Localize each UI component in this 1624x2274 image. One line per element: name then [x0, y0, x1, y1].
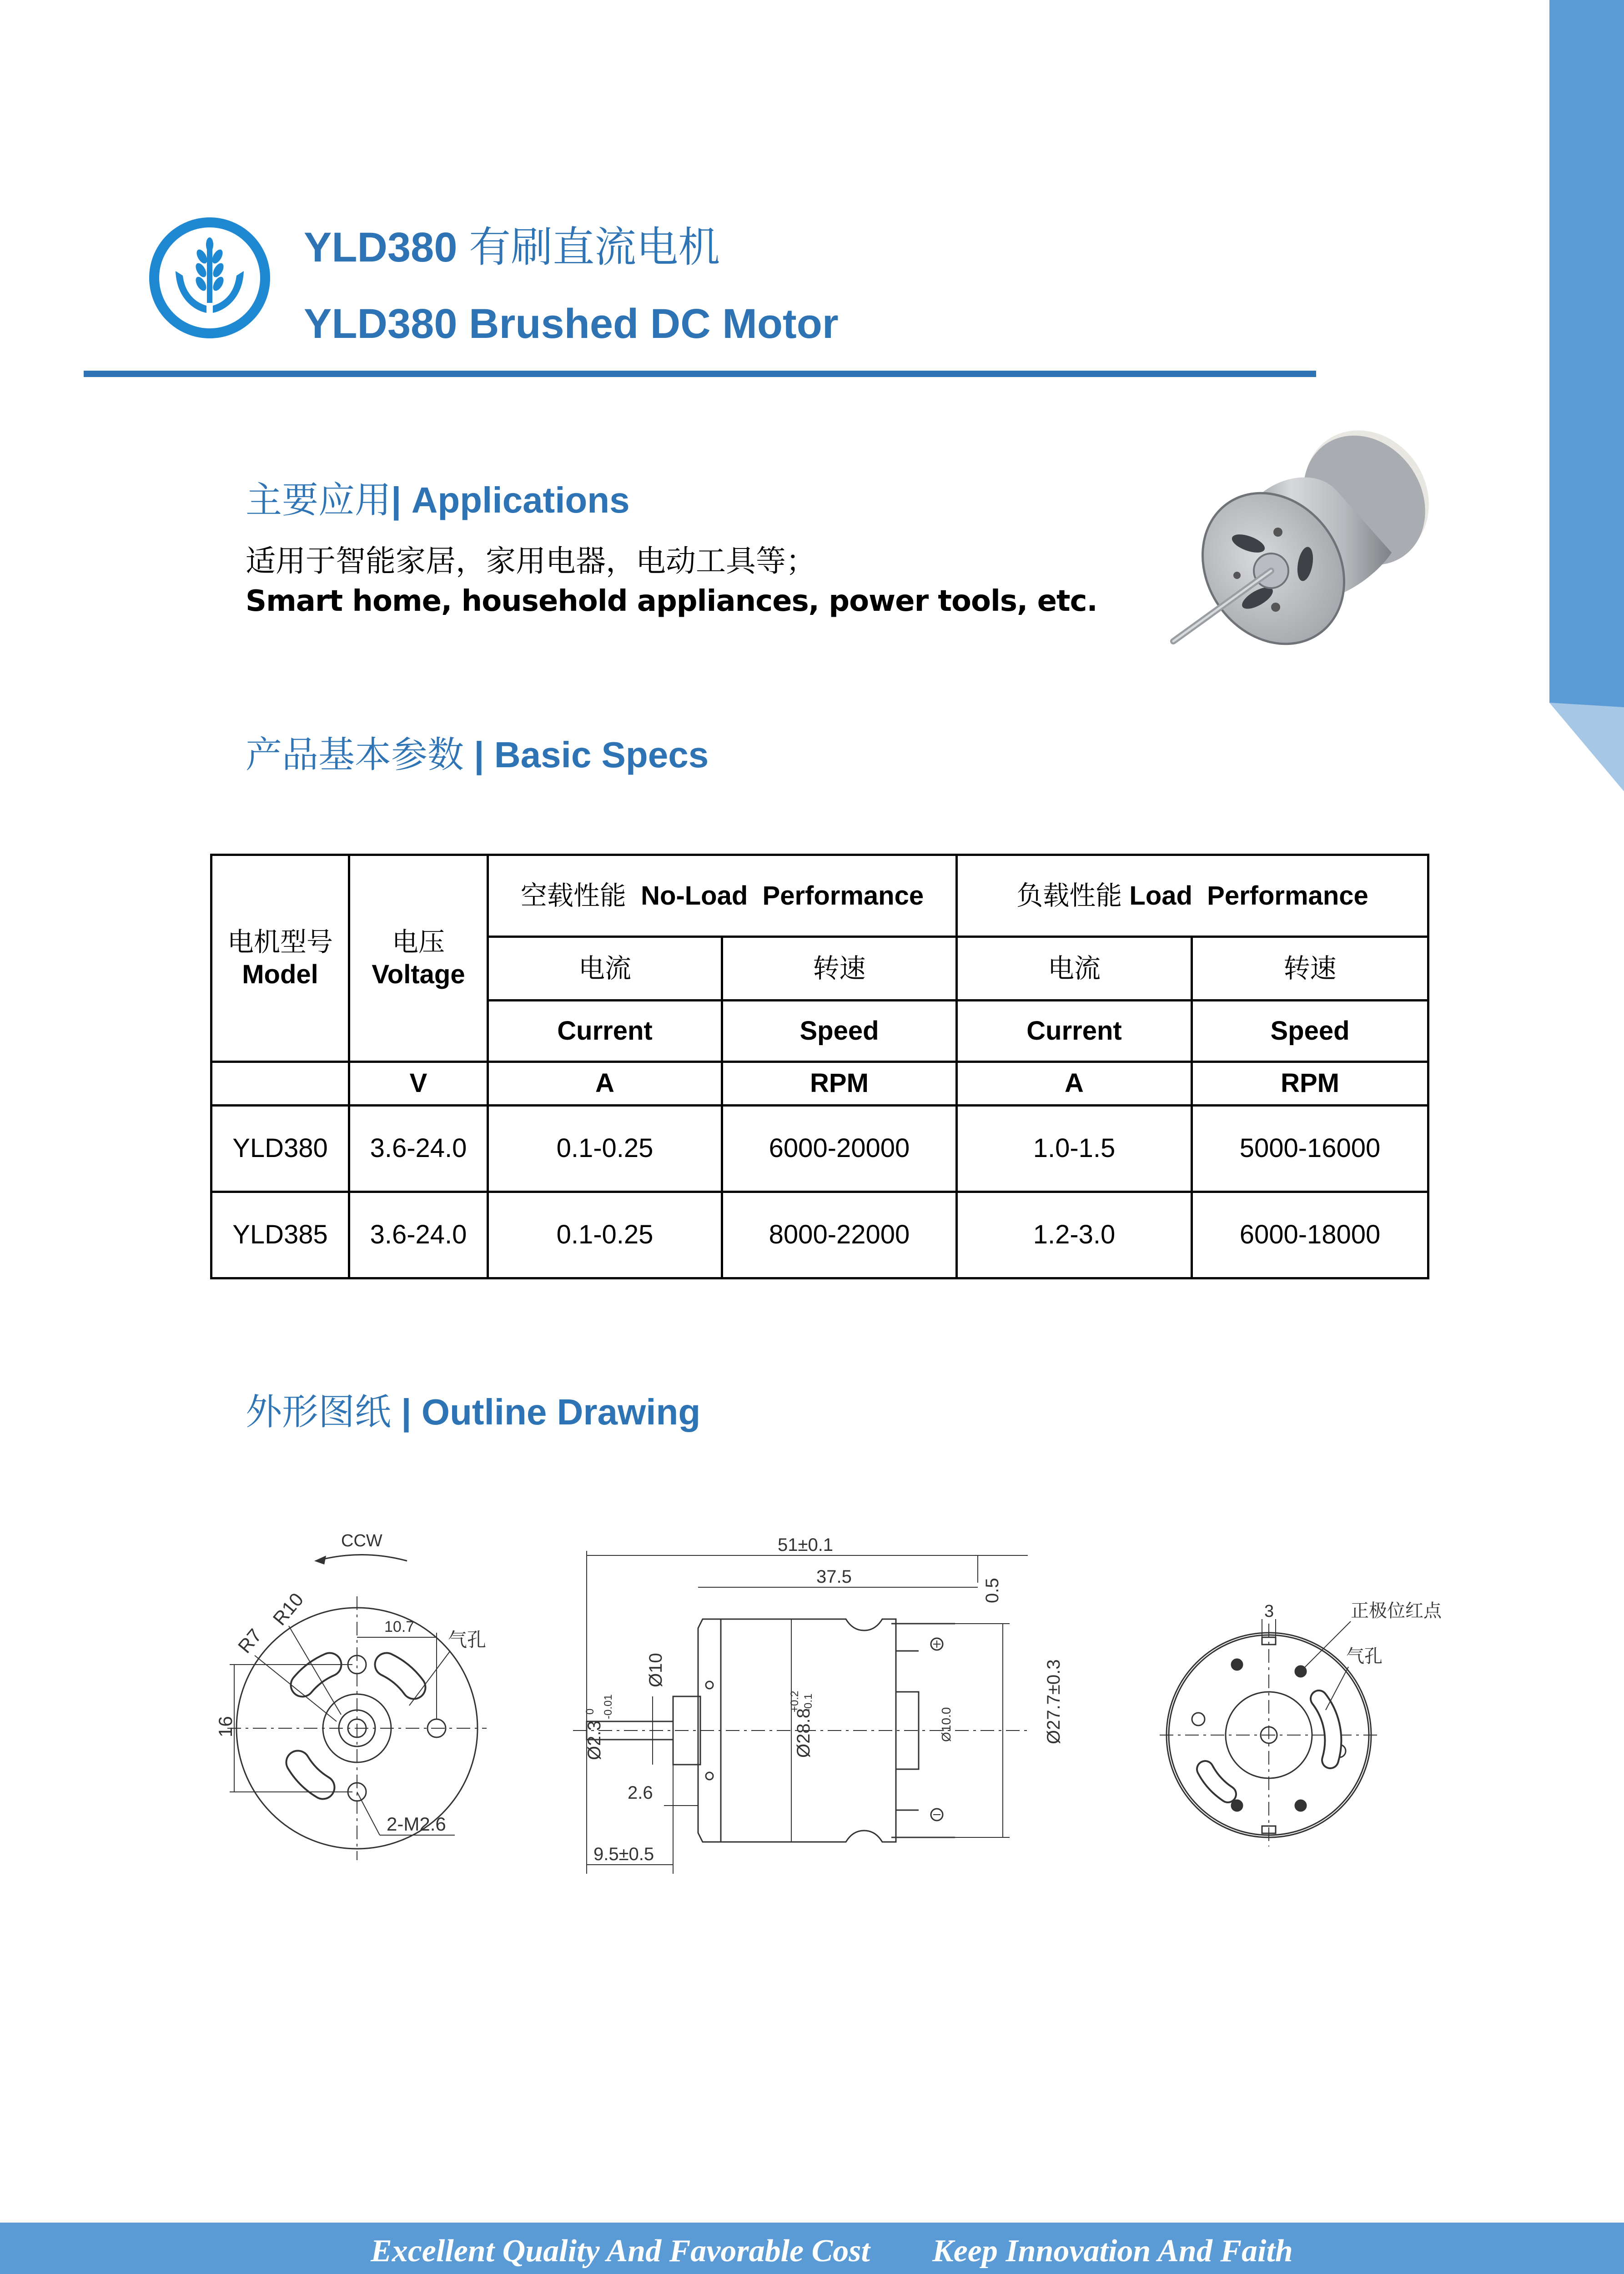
front-view-drawing — [215, 1531, 487, 1860]
voltage-header-en: Voltage — [372, 960, 465, 989]
label-9-5: 9.5±0.5 — [593, 1844, 654, 1864]
company-logo — [148, 216, 271, 339]
outline-heading — [246, 1383, 700, 1435]
unit-model-empty — [211, 1062, 349, 1106]
row-load-speed: 6000-18000 — [1192, 1192, 1428, 1278]
unit-load-speed: RPM — [1192, 1062, 1428, 1106]
label-r7: R7 — [233, 1625, 266, 1657]
label-3: 3 — [1264, 1602, 1274, 1621]
specs-heading — [246, 725, 709, 778]
label-phi288-tol-top: +0.2 — [789, 1690, 801, 1712]
unit-load-current: A — [957, 1062, 1192, 1106]
row-noload-current: 0.1-0.25 — [488, 1106, 722, 1192]
label-2-6: 2.6 — [628, 1783, 653, 1803]
table-row — [211, 1192, 1428, 1278]
noload-header-cell — [488, 855, 957, 937]
label-ccw: CCW — [341, 1531, 382, 1550]
specs-heading-en: | Basic Specs — [464, 735, 709, 775]
motor-photo — [1164, 423, 1455, 664]
load-header-cell — [957, 855, 1428, 937]
noload-header-en: No-Load Performance — [641, 880, 924, 911]
specs-table — [210, 854, 1429, 1279]
voltage-header-cell — [349, 855, 488, 1062]
label-phi23-tol-top: 0 — [584, 1708, 596, 1715]
label-vent-cn-right: 气孔 — [1346, 1646, 1383, 1667]
noload-header-cn: 空载性能 — [520, 880, 626, 911]
unit-noload-current: A — [488, 1062, 722, 1106]
unit-voltage: V — [349, 1062, 488, 1106]
title-cn-text: 有刷直流电机 — [469, 223, 720, 272]
model-header-en: Model — [242, 960, 318, 989]
header-divider — [84, 371, 1316, 377]
noload-speed-cn: 转速 — [722, 937, 957, 1001]
model-header-cn: 电机型号 — [227, 926, 333, 957]
title-model-code: YLD380 — [304, 224, 458, 271]
footer-slogan-right: Keep Innovation And Faith — [932, 2234, 1293, 2269]
side-view-drawing — [573, 1535, 1064, 1874]
load-speed-en: Speed — [1192, 1001, 1428, 1062]
outline-drawings — [200, 1514, 1464, 1878]
load-current-en: Current — [957, 1001, 1192, 1062]
label-phi23-tol-bot: -0.01 — [602, 1694, 614, 1719]
outline-heading-en: | Outline Drawing — [391, 1392, 701, 1432]
load-header-en: Load Performance — [1129, 880, 1368, 911]
applications-heading — [246, 471, 630, 523]
label-16: 16 — [215, 1716, 236, 1737]
label-phi23: Ø2.3 — [584, 1721, 604, 1760]
row-load-current: 1.0-1.5 — [957, 1106, 1192, 1192]
label-51: 51±0.1 — [778, 1535, 834, 1555]
row-load-speed: 5000-16000 — [1192, 1106, 1428, 1192]
label-0-5: 0.5 — [982, 1578, 1002, 1603]
noload-current-cn: 电流 — [488, 937, 722, 1001]
row-load-current: 1.2-3.0 — [957, 1192, 1192, 1278]
voltage-header-cn: 电压 — [392, 926, 445, 957]
noload-current-en: Current — [488, 1001, 722, 1062]
row-noload-current: 0.1-0.25 — [488, 1192, 722, 1278]
unit-noload-speed: RPM — [722, 1062, 957, 1106]
label-r10: R10 — [268, 1589, 308, 1630]
title-english: YLD380 Brushed DC Motor — [304, 301, 839, 347]
label-phi100: Ø10.0 — [939, 1707, 953, 1742]
row-noload-speed: 6000-20000 — [722, 1106, 957, 1192]
applications-heading-cn: 主要应用 — [246, 479, 391, 521]
noload-speed-en: Speed — [722, 1001, 957, 1062]
row-model: YLD380 — [211, 1106, 349, 1192]
label-m26: 2-M2.6 — [387, 1813, 446, 1835]
row-model: YLD385 — [211, 1192, 349, 1278]
row-voltage: 3.6-24.0 — [349, 1106, 488, 1192]
table-row — [211, 1106, 1428, 1192]
load-header-cn: 负载性能 — [1016, 880, 1122, 911]
right-accent-strip — [1549, 0, 1624, 791]
label-37-5: 37.5 — [816, 1567, 852, 1587]
load-speed-cn: 转速 — [1192, 937, 1428, 1001]
row-voltage: 3.6-24.0 — [349, 1192, 488, 1278]
applications-heading-en: | Applications — [391, 480, 630, 520]
load-current-cn: 电流 — [957, 937, 1192, 1001]
label-phi288-tol-bot: -0.1 — [802, 1693, 815, 1712]
outline-heading-cn: 外形图纸 — [246, 1391, 391, 1433]
specs-heading-cn: 产品基本参数 — [246, 734, 464, 776]
label-phi10: Ø10 — [646, 1653, 666, 1687]
applications-text-en: Smart home, household appliances, power tools, etc. — [246, 584, 1097, 618]
label-positive-red-dot: 正极位红点 — [1351, 1600, 1442, 1621]
title-chinese — [304, 214, 720, 274]
label-vent-cn-left: 气孔 — [448, 1629, 487, 1651]
label-phi288: Ø28.8 — [794, 1708, 814, 1758]
label-10-7: 10.7 — [384, 1618, 415, 1635]
model-header-cell — [211, 855, 349, 1062]
applications-text-cn: 适用于智能家居，家用电器，电动工具等； — [246, 543, 816, 579]
footer-slogan-left: Excellent Quality And Favorable Cost — [371, 2234, 870, 2269]
label-phi277: Ø27.7±0.3 — [1044, 1659, 1064, 1744]
rear-view-drawing — [1160, 1600, 1442, 1846]
row-noload-speed: 8000-22000 — [722, 1192, 957, 1278]
